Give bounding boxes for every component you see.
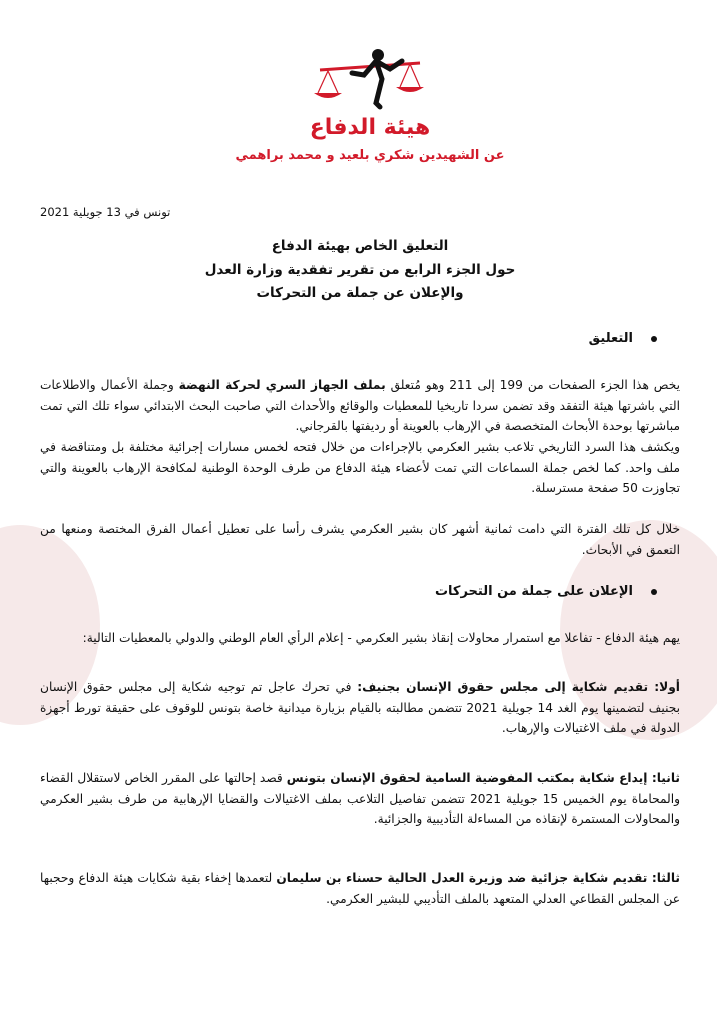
section-label: التعليق bbox=[588, 331, 633, 346]
item-text: في تحرك عاجل تم توجيه شكاية إلى مجلس حقوق الإنسان بجنيف لتضمينها يوم الغد 14 جويلية 2021 تتضمن مطالبته بالقيام بزيارة ميدانية خاصة بتونس للوقوف على حقيقة تورط أجهزة الدولة في ملف الاغتيالات والإرهاب. bbox=[40, 680, 681, 735]
item-text: قصد إحالتها على المقرر الخاص لاستقلال القضاء والمحاماة يوم الخميس 15 جويلية 2021 تتضمن تفاصيل التلاعب بملف الاغتيالات والقضايا الإرهابية من طرف بشير العكرمي والمحاولات المستمرة لإنقاذه من المساءلة التأديبية والجزائية. bbox=[40, 771, 681, 826]
emphasis-text: بملف الجهاز السري لحركة النهضة bbox=[178, 378, 386, 392]
item-title: أولا: تقديم شكاية إلى مجلس حقوق الإنسان بجنيف: bbox=[357, 680, 680, 694]
section-heading-comment bbox=[589, 331, 657, 346]
heading-line-3: والإعلان عن جملة من التحركات bbox=[256, 285, 464, 301]
item-second bbox=[40, 768, 680, 830]
item-third bbox=[40, 868, 680, 909]
item-title: ثانيا: إيداع شكاية بمكتب المفوضية السامية لحقوق الإنسان بتونس bbox=[286, 771, 680, 785]
heading-line-2: حول الجزء الرابع من تقرير تفقدية وزارة العدل bbox=[204, 262, 516, 278]
document-date: تونس في 13 جويلية 2021 bbox=[40, 205, 171, 219]
item-first bbox=[40, 677, 680, 739]
item-text: لتعمدها إخفاء بقية شكايات هيئة الدفاع وحجبها عن المجلس القطاعي العدلي المتعهد بالملف التأديبي للبشير العكرمي. bbox=[40, 871, 680, 906]
section-label: الإعلان على جملة من التحركات bbox=[434, 584, 633, 599]
logo-title: هيئة الدفاع bbox=[309, 115, 431, 140]
heading-line-1: التعليق الخاص بهيئة الدفاع bbox=[271, 238, 449, 254]
text-run: يخص هذا الجزء الصفحات من 199 إلى 211 وهو مُتعلق bbox=[385, 378, 680, 392]
paragraph-1 bbox=[40, 375, 680, 437]
justice-scale-icon bbox=[230, 45, 510, 120]
paragraph-2: ويكشف هذا السرد التاريخي تلاعب بشير العكرمي بالإجراءات من خلال فتحه لخمس مسارات إجرائية مختلفة بل ومتناقضة في ملف واحد. كما لخص جملة السماعات التي تمت لأعضاء هيئة الدفاع من طرف الوحدة الوطنية لمكافحة الإرهاب بالعوينة والتي تجاوزت 50 صفحة مسترسلة. bbox=[40, 440, 680, 495]
bullet-icon bbox=[651, 589, 657, 595]
section-heading-announcements bbox=[435, 584, 657, 599]
paragraph-intro: يهم هيئة الدفاع - تفاعلا مع استمرار محاولات إنقاذ بشير العكرمي - إعلام الرأي العام الوطني والدولي بالمعطيات التالية: bbox=[82, 631, 680, 645]
bullet-icon bbox=[651, 336, 657, 342]
paragraph-3: خلال كل تلك الفترة التي دامت ثمانية أشهر كان بشير العكرمي يشرف رأسا على تعطيل أعمال الفرق المختصة ومنعها من التعمق في الأبحاث. bbox=[40, 522, 680, 557]
item-title: ثالثا: تقديم شكاية جزائية ضد وزيرة العدل الحالية حسناء بن سليمان bbox=[276, 871, 680, 885]
text-run: وجملة الأعمال والاطلاعات التي باشرتها هيئة التفقد وقد تضمن سردا تاريخيا للمعطيات والوقائع والأحداث التي صاحبت البحث الابتدائي سواء تلك التي تمت مباشرتها بوحدة الأبحاث المتخصصة في الإرهاب بالعوينة أو رديفتها بالقرجاني. bbox=[40, 378, 680, 433]
logo bbox=[230, 45, 510, 175]
logo-subtitle: عن الشهيدين شكري بلعيد و محمد براهمي bbox=[235, 148, 505, 163]
